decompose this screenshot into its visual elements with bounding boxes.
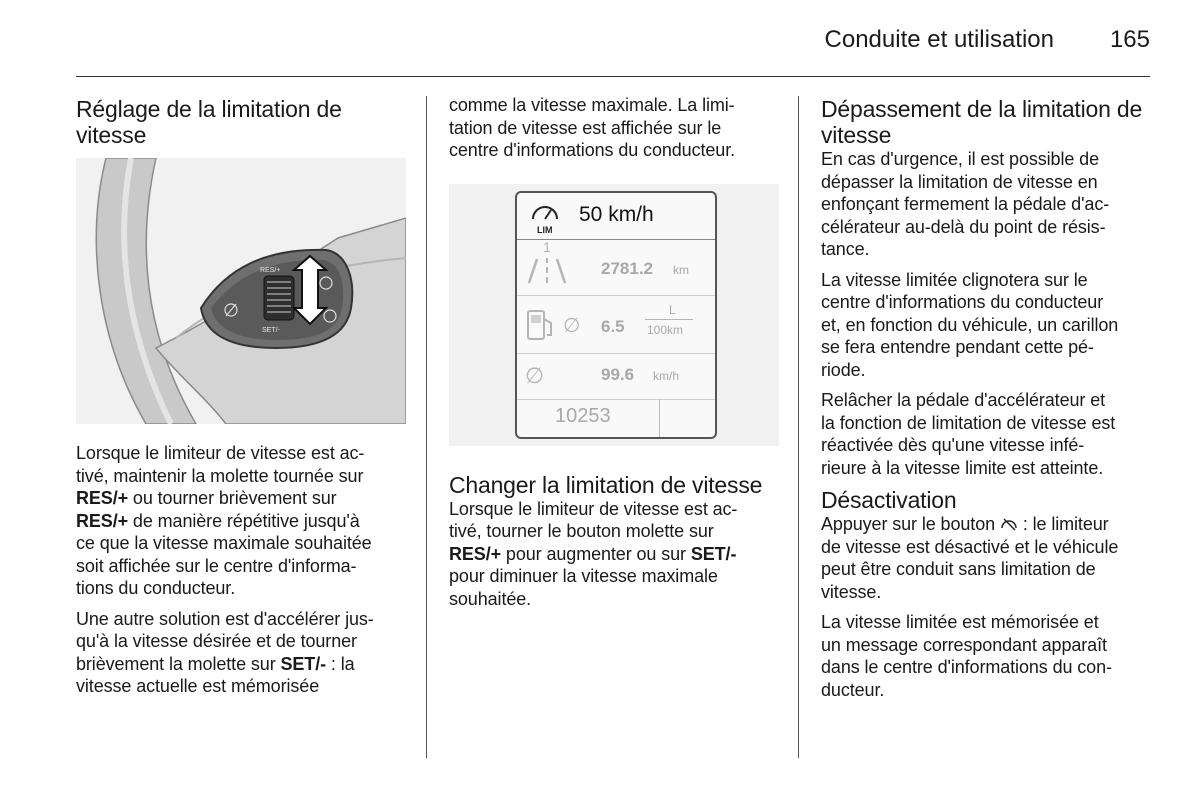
average-speed-row [517, 353, 715, 400]
text-line: tivé, maintenir la molette tournée sur [76, 465, 364, 486]
paragraph [76, 608, 406, 698]
column-2 [449, 96, 779, 618]
bold-term: RES/+ [76, 488, 129, 508]
distance-unit: km [673, 262, 689, 277]
text-line: un message correspondant apparaît [821, 634, 1107, 655]
text-line: pour diminuer la vitesse maximale [449, 566, 718, 586]
speed-limit-value: 50 km/h [579, 202, 654, 226]
text-line: réactivée dès qu'une vitesse infé- [821, 435, 1085, 455]
set-label: SET/- [262, 327, 280, 334]
road-icon [525, 255, 575, 285]
heading-line: vitesse [76, 122, 147, 148]
text-line: La vitesse limitée est mémorisée et [821, 612, 1099, 632]
column-1 [76, 96, 406, 706]
text-line: soit affichée sur le centre d'informa- [76, 555, 357, 576]
driver-info-display [515, 191, 717, 439]
text-line: En cas d'urgence, il est possible de [821, 149, 1100, 169]
bold-term: SET/- [280, 653, 327, 674]
paragraph [76, 442, 406, 600]
text-line: tions du conducteur. [76, 578, 236, 598]
heading-exceeding-speed-limit [821, 96, 1151, 148]
heading-speed-limit-setting [76, 96, 406, 148]
text-line: Appuyer sur le bouton [821, 514, 1000, 534]
steering-wheel-drawing [76, 158, 406, 424]
speed-limiter-icon [527, 197, 567, 237]
paragraph [821, 389, 1151, 479]
average-symbol: ∅ [563, 314, 581, 337]
speed-limiter-off-icon [1000, 517, 1018, 531]
text-line: ce que la vitesse maximale souhaitée [76, 533, 372, 553]
trip-distance-row [517, 239, 715, 296]
heading-change-speed-limit: Changer la limitation de vitesse [449, 471, 763, 498]
text-line: centre d'informations du conducteur [821, 292, 1104, 312]
text-line: de vitesse est désactivé et le véhicule [821, 536, 1119, 557]
text-line: : le limiteur [1017, 514, 1109, 534]
text-line: se fera entendre pendant cette pé- [821, 337, 1094, 357]
consumption-unit-top: L [669, 302, 676, 317]
text-line: de manière répétitive jusqu'à [128, 510, 360, 531]
paragraph [821, 148, 1151, 261]
text-line: dépasser la limitation de vitesse en [821, 171, 1098, 192]
text-line: rieure à la vitesse limite est atteinte. [821, 457, 1104, 478]
paragraph [449, 498, 779, 611]
paragraph [821, 269, 1151, 382]
text-line: tation de vitesse est affichée sur le [449, 117, 722, 138]
heading-line: Réglage de la limitation de [76, 96, 342, 122]
average-symbol: ∅ [525, 362, 545, 388]
text-line: célérateur au-delà du point de résis- [821, 216, 1106, 237]
distance-value: 2781.2 [601, 258, 653, 278]
text-line: riode. [821, 359, 866, 380]
text-line: pour augmenter ou sur [501, 543, 691, 564]
text-line: vitesse. [821, 581, 882, 602]
text-line: vitesse actuelle est mémorisée [76, 676, 320, 696]
bold-term: RES/+ [76, 510, 129, 531]
paragraph [821, 513, 1151, 603]
average-speed-unit: km/h [653, 368, 680, 383]
text-line: peut être conduit sans limitation de [821, 559, 1096, 579]
text-line: comme la vitesse maximale. La limi- [449, 95, 735, 115]
page-number: 165 [1109, 26, 1150, 53]
fuel-pump-icon [525, 307, 559, 343]
average-speed-value: 99.6 [601, 364, 635, 384]
speed-limit-row [517, 193, 715, 240]
odometer-value: 10253 [555, 404, 611, 427]
fraction-bar [645, 319, 693, 320]
heading-deactivation: Désactivation [821, 487, 957, 513]
gear-digit: 1 [543, 238, 551, 255]
driver-info-center-illustration [449, 184, 779, 446]
steering-wheel-illustration [76, 158, 406, 424]
odometer-row [517, 399, 715, 437]
text-line: Une autre solution est d'accélérer jus- [76, 608, 374, 629]
text-line: Lorsque le limiteur de vitesse est ac- [449, 498, 738, 519]
heading-line: Dépassement de la limitation de [821, 96, 1143, 122]
bold-term: RES/+ [449, 543, 502, 564]
paragraph [821, 611, 1151, 701]
text-line: souhaitée. [449, 588, 532, 609]
text-line: tivé, tourner le bouton molette sur [449, 521, 714, 541]
text-line: tance. [821, 239, 870, 259]
consumption-unit-bottom: 100km [647, 322, 684, 337]
text-line: ou tourner brièvement sur [128, 488, 337, 508]
text-line: dans le centre d'informations du con- [821, 657, 1112, 677]
text-line: centre d'informations du conducteur. [449, 140, 736, 160]
lim-label: LIM [537, 224, 553, 235]
text-line: et, en fonction du véhicule, un carillon [821, 314, 1119, 335]
consumption-value: 6.5 [601, 316, 625, 336]
paragraph [449, 94, 779, 162]
column-divider [798, 96, 799, 758]
column-divider [426, 96, 427, 758]
text-line: Lorsque le limiteur de vitesse est ac- [76, 443, 365, 463]
odometer-separator [659, 399, 660, 437]
text-line: ducteur. [821, 679, 885, 700]
section-title: Conduite et utilisation [824, 26, 1054, 53]
text-line: brièvement la molette sur [76, 653, 281, 674]
text-line: La vitesse limitée clignotera sur le [821, 269, 1088, 290]
heading-line: vitesse [821, 122, 892, 148]
consumption-row [517, 295, 715, 354]
text-line: enfonçant fermement la pédale d'ac- [821, 194, 1110, 214]
text-line: la fonction de limitation de vitesse est [821, 412, 1116, 433]
text-line: : la [326, 653, 355, 674]
page-header [76, 22, 1150, 77]
res-label: RES/+ [260, 267, 281, 274]
text-line: qu'à la vitesse désirée et de tourner [76, 631, 357, 651]
text-line: Relâcher la pédale d'accélérateur et [821, 390, 1106, 410]
bold-term: SET/- [690, 543, 737, 564]
column-3 [821, 96, 1151, 709]
